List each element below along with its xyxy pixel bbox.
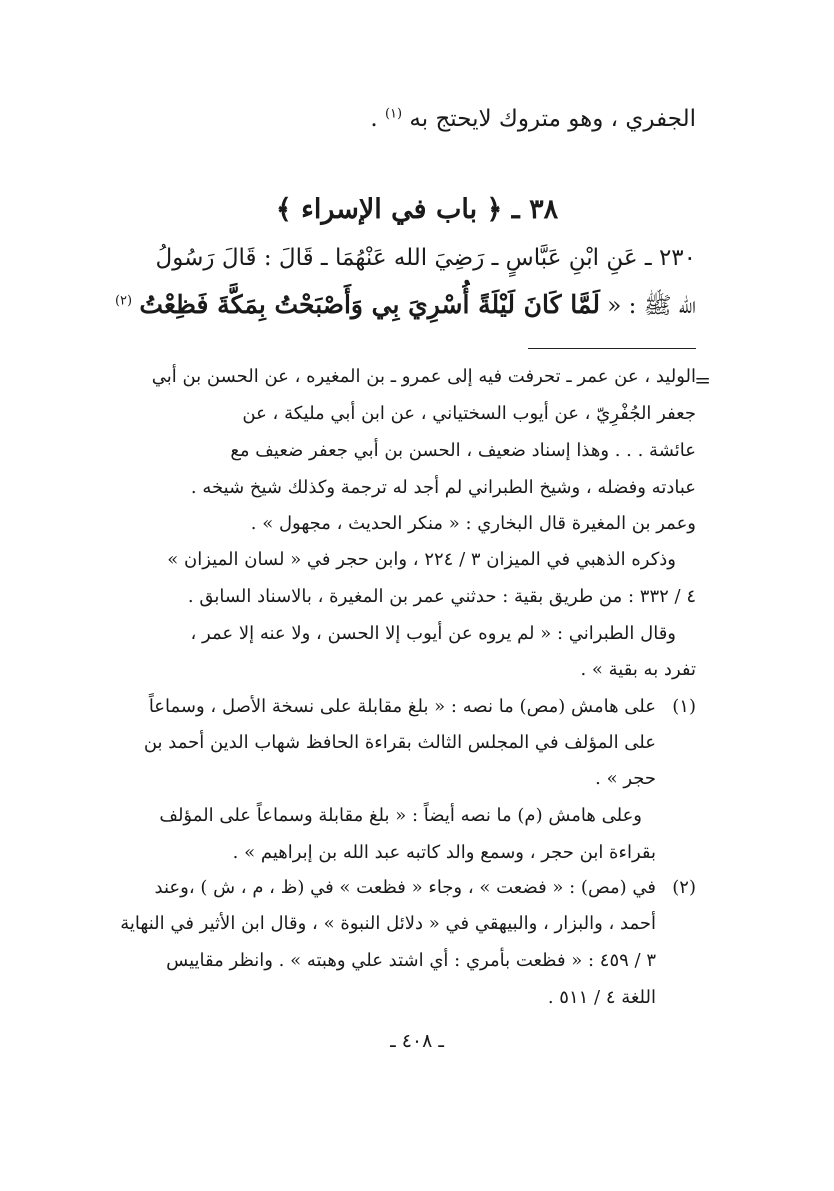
footnote-line: أحمد ، والبزار ، والبيهقي في « دلائل النبوة » ، وقال ابن الأثير في النهاية [120, 913, 656, 934]
footnote-line: وقال الطبراني : « لم يروه عن أيوب إلا الحسن ، ولا عنه إلا عمر ، [190, 623, 676, 644]
footnote-line: عبادته وفضله ، وشيخ الطبراني لم أجد له ترجمة وكذلك شيخ شيخه . [190, 477, 696, 498]
footnote-line: بقراءة ابن حجر ، وسمع والد كاتبه عبد الله بن إبراهيم » . [232, 842, 656, 863]
page-number: ـ ٤٠٨ ـ [390, 1030, 444, 1052]
hadith-line-1: ٢٣٠ ـ عَنِ ابْنِ عَبَّاسٍ ـ رَضِيَ الله عَنْهُمَا ـ قَالَ : قَالَ رَسُولُ [155, 245, 696, 271]
footnote-separator [528, 348, 696, 349]
footnote-line: وعلى هامش (م) ما نصه أيضاً : « بلغ مقابلة وسماعاً على المؤلف [159, 805, 642, 826]
footnote-line: وعمر بن المغيرة قال البخاري : « منكر الحديث ، مجهول » . [250, 513, 696, 534]
chapter-title: ﴿ باب في الإسراء ﴾ [275, 194, 503, 225]
footnote-line: على المؤلف في المجلس الثالث بقراءة الحافظ شهاب الدين أحمد بن [143, 732, 656, 753]
footnote-ref-1: (١) [384, 106, 403, 122]
hadith-line-2 [115, 290, 696, 325]
footnote-label-2: (٢) [672, 877, 696, 898]
chapter-heading [0, 194, 834, 225]
footnote-line: حجر » . [595, 768, 656, 789]
footnote-line: وذكره الذهبي في الميزان ٣ / ٢٢٤ ، وابن حجر في « لسان الميزان » [167, 549, 676, 570]
footnote-line: ٣ / ٤٥٩ : « فظعت بأمري : أي اشتد علي وهبته » . وانظر مقاييس [166, 950, 656, 971]
footnote-line: في (مص) : « فضعت » ، وجاء « فظعت » في (ظ ، م ، ش ) ،وعند [154, 877, 656, 898]
footnote-line: عائشة . . . وهذا إسناد ضعيف ، الحسن بن أبي جعفر ضعيف مع [230, 440, 696, 461]
footnote-line: الوليد ، عن عمر ـ تحرفت فيه إلى عمرو ـ بن المغيره ، عن الحسن بن أبي [151, 366, 696, 387]
footnote-line: تفرد به بقية » . [580, 659, 696, 680]
footnote-label-1: (١) [672, 696, 696, 717]
intro-line [370, 106, 696, 132]
intro-text: الجفري ، وهو متروك لايحتج به [409, 106, 696, 132]
hadith-quote: لَمَّا كَانَ لَيْلَةً أُسْرِيَ بِي وَأَصْبَحْتُ بِمَكَّةَ فَظِعْتُ [139, 290, 600, 319]
footnote-line: ٤ / ٣٣٢ : من طريق بقية : حدثني عمر بن المغيرة ، بالاسناد السابق . [187, 586, 696, 607]
footnote-line: اللغة ٤ / ٥١١ . [547, 987, 656, 1008]
continuation-mark: = [694, 368, 711, 392]
footnote-ref-2: (٢) [114, 293, 133, 309]
footnote-line: جعفر الجُفْرِيّ ، عن أيوب السختياني ، عن ابن أبي مليكة ، عن [242, 403, 696, 424]
chapter-number: ٣٨ ـ [511, 194, 559, 225]
footnote-line: على هامش (مص) ما نصه : « بلغ مقابلة على نسخة الأصل ، وسماعاً [148, 696, 656, 717]
hadith-prefix: الله ﷺ : « [607, 293, 696, 319]
intro-end: . [370, 106, 378, 132]
